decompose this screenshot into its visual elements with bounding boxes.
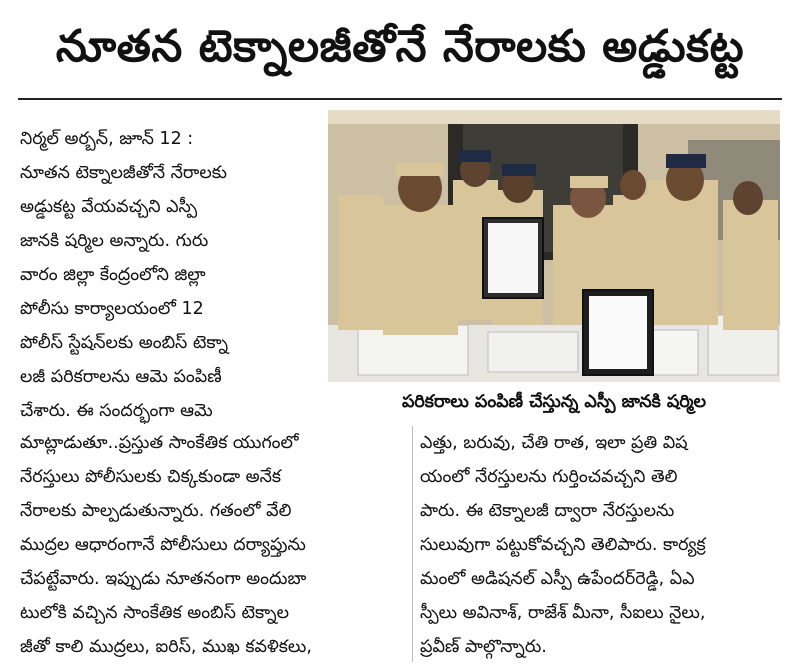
lower-left-column bbox=[20, 426, 410, 664]
article-line: అడ్డుకట్ట వేయవచ్చని ఎస్పీ bbox=[20, 197, 198, 217]
article-line: నూతన టెక్నాలజీతోనే నేరాలకు bbox=[20, 163, 227, 183]
photo-caption: పరికరాలు పంపిణీ చేస్తున్న ఎస్పీ జానకి షర్మిల bbox=[401, 392, 706, 412]
article-line: వారం జిల్లా కేంద్రంలోని జిల్లా bbox=[20, 265, 206, 285]
article-line: మంలో అడిషనల్ ఎస్పీ ఉపేందర్‌రెడ్డి, ఏఎ bbox=[420, 569, 695, 589]
article-line: పోలీస్ స్టేషన్‌లకు అంబిస్ టెక్నా bbox=[20, 333, 228, 353]
column-divider bbox=[412, 426, 413, 662]
headline-rule bbox=[18, 98, 782, 100]
article-line: మాట్లాడుతూ..ప్రస్తుత సాంకేతిక యుగంలో bbox=[20, 433, 299, 453]
article-line: స్పీలు అవినాశ్, రాజేశ్ మీనా, సీఐలు నైలు, bbox=[420, 603, 706, 623]
article-line: చేపట్టేవారు. ఇప్పుడు నూతనంగా అందుబా bbox=[20, 569, 307, 589]
article-line: ప్రవీణ్ పాల్గొన్నారు. bbox=[420, 637, 547, 657]
article-line: నేరాలకు పాల్పడుతున్నారు. గతంలో వేలి bbox=[20, 501, 292, 521]
article-line: పారు. ఈ టెక్నాలజీ ద్వారా నేరస్తులను bbox=[420, 501, 675, 521]
article-line: యంలో నేరస్తులను గుర్తించవచ్చని తెలి bbox=[420, 467, 678, 487]
article-line: నిర్మల్ అర్బన్, జూన్ 12 : bbox=[20, 129, 194, 149]
article-line: జీతో కాలి ముద్రలు, ఐరిస్, ముఖ కవళికలు, bbox=[20, 637, 312, 657]
left-column bbox=[20, 122, 320, 428]
article-line: పోలీసు కార్యాలయంలో 12 bbox=[20, 299, 204, 319]
article-line: చేశారు. ఈ సందర్భంగా ఆమె bbox=[20, 401, 213, 421]
article-line: నేరస్తులు పోలీసులకు చిక్కకుండా అనేక bbox=[20, 467, 282, 487]
article-line: ముద్రల ఆధారంగానే పోలీసులు దర్యాప్తును bbox=[20, 535, 306, 555]
police-handover-illustration bbox=[328, 110, 780, 382]
article-line: ఎత్తు, బరువు, చేతి రాత, ఇలా ప్రతి విష bbox=[420, 433, 688, 453]
article-line: టులోకి వచ్చిన సాంకేతిక అంబిస్ టెక్నాల bbox=[20, 603, 290, 623]
news-photo bbox=[328, 110, 780, 382]
article-line: సులువుగా పట్టుకోవచ్చని తెలిపారు. కార్యక్ర bbox=[420, 535, 706, 555]
article-line: జానకి షర్మిల అన్నారు. గురు bbox=[20, 231, 209, 251]
headline: నూతన టెక్నాలజీతోనే నేరాలకు అడ్డుకట్ట bbox=[55, 21, 745, 72]
article-line: లజీ పరికరాలను ఆమె పంపిణీ bbox=[20, 367, 222, 387]
lower-right-column bbox=[420, 426, 782, 664]
